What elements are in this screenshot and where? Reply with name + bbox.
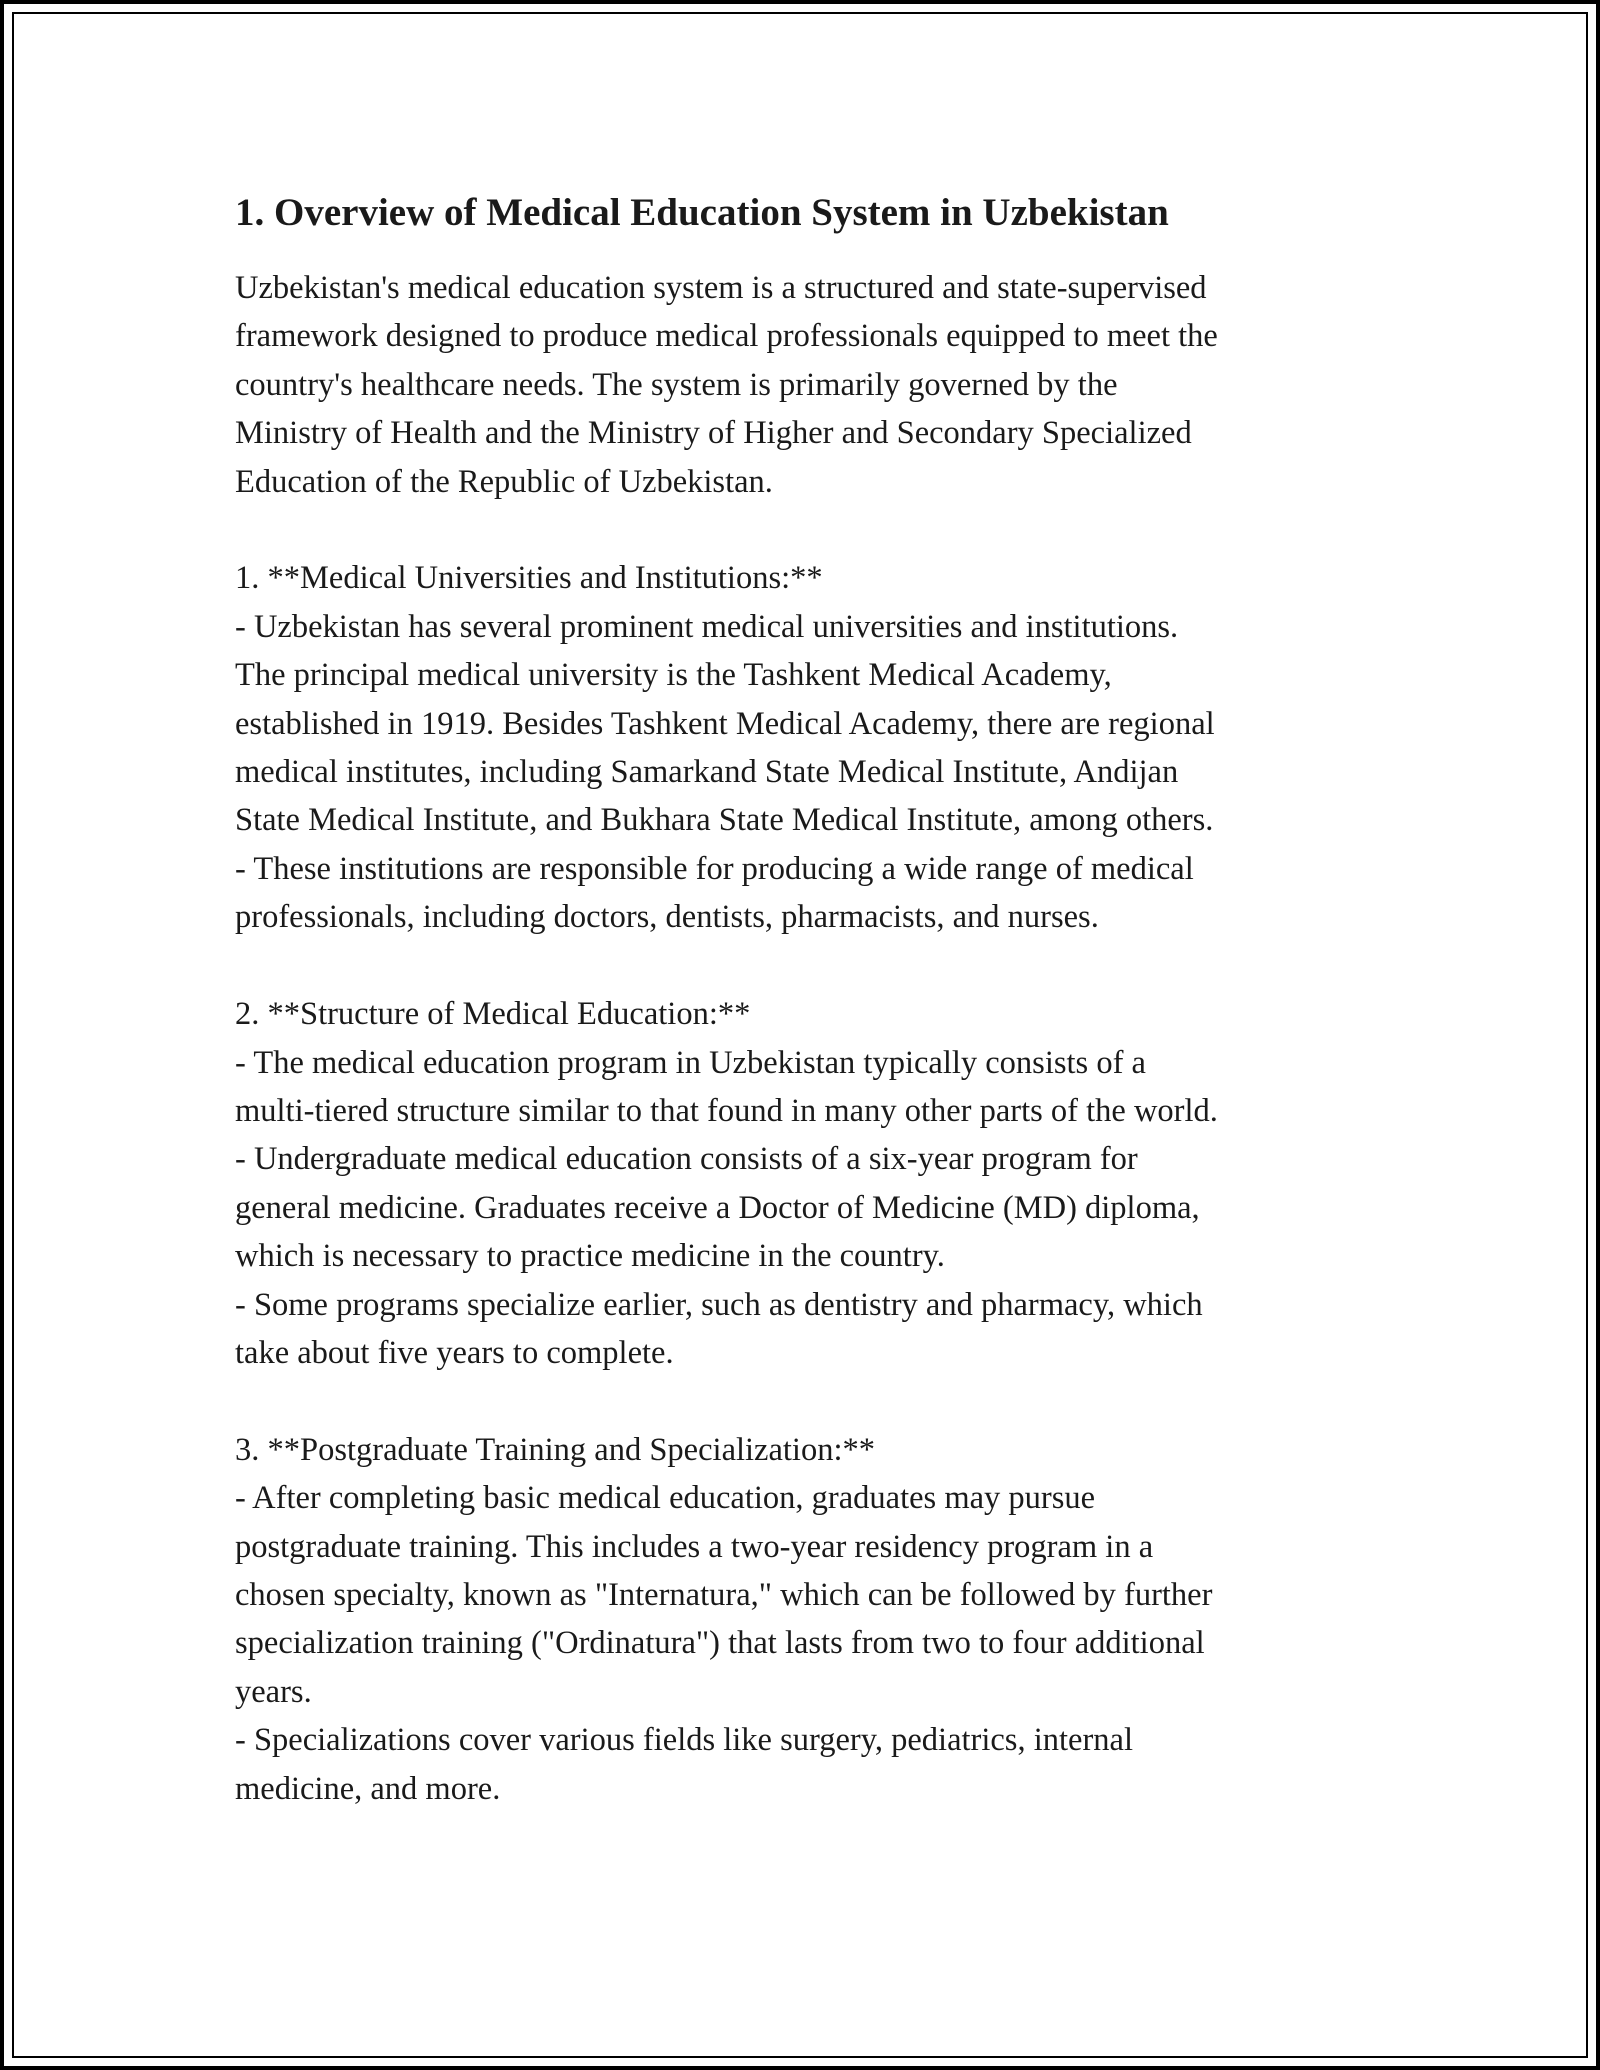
intro-paragraph: Uzbekistan's medical education system is a structured and state-supervised framework designed to produce medical professionals equipped to meet the country's healthcare needs. The system is primarily governed by the Ministry of Health and the Ministry of Higher and Secondary Specialized Education of the Republic of Uzbekistan. xyxy=(235,270,1218,500)
blank-line xyxy=(235,506,1375,554)
section-postgraduate xyxy=(235,1426,1375,1813)
section-title: 3. **Postgraduate Training and Specialization:** xyxy=(235,1431,875,1468)
section-title: 1. **Medical Universities and Institutions:** xyxy=(235,560,823,597)
document-heading: 1. Overview of Medical Education System in Uzbekistan xyxy=(235,191,1169,234)
list-item: - The medical education program in Uzbekistan typically consists of a multi-tiered structure similar to that found in many other parts of the world. xyxy=(235,1044,1218,1129)
blank-line xyxy=(235,1377,1375,1425)
list-item: - These institutions are responsible for producing a wide range of medical professionals, including doctors, dentists, pharmacists, and nurses. xyxy=(235,850,1194,936)
list-item: - Undergraduate medical education consists of a six-year program for general medicine. Graduates receive a Doctor of Medicine (MD) diploma, which is necessary to practice medicine in the country. xyxy=(235,1141,1200,1275)
blank-line xyxy=(235,942,1375,990)
list-item: - Some programs specialize earlier, such as dentistry and pharmacy, which take about five years to complete. xyxy=(235,1286,1203,1371)
list-item: - After completing basic medical education, graduates may pursue postgraduate training. This includes a two-year residency program in a chosen specialty, known as "Internatura," which can be followed by further specialization training ("Ordinatura") that lasts from two to four additional years. xyxy=(235,1480,1213,1710)
list-item: - Specializations cover various fields like surgery, pediatrics, internal medicine, and more. xyxy=(235,1722,1133,1807)
section-structure xyxy=(235,990,1375,1377)
section-title: 2. **Structure of Medical Education:** xyxy=(235,996,751,1033)
section-universities xyxy=(235,554,1375,941)
list-item: - Uzbekistan has several prominent medical universities and institutions. The principal medical university is the Tashkent Medical Academy, established in 1919. Besides Tashkent Medical Academy, there are regional medical institutes, including Samarkand State Medical Institute, Andijan State Medical Institute, and Bukhara State Medical Institute, among others. xyxy=(235,608,1215,839)
document-body xyxy=(235,186,1375,1813)
